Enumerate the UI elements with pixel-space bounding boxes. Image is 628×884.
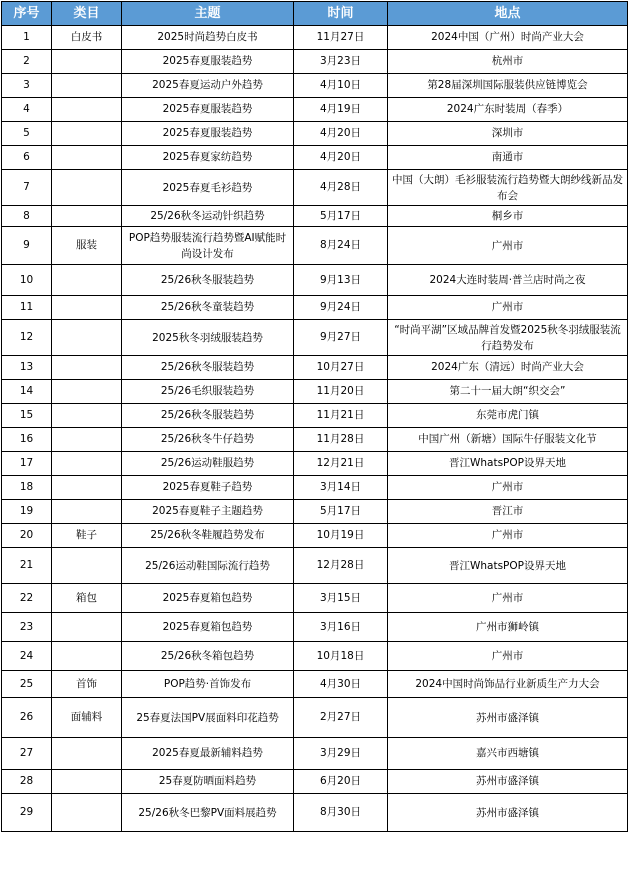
row-no-cell: 10: [2, 265, 52, 296]
row-no-cell: 22: [2, 584, 52, 613]
row-location-cell: 广州市: [388, 476, 628, 500]
row-category-cell: [52, 74, 122, 98]
row-category-cell: [52, 613, 122, 642]
row-location-cell: 广州市: [388, 642, 628, 671]
header-theme: 主题: [122, 2, 294, 26]
row-no-cell: 19: [2, 500, 52, 524]
row-theme-cell: 2025春夏箱包趋势: [122, 613, 294, 642]
table-row: [2, 50, 628, 74]
row-theme-cell: 25/26秋冬服装趋势: [122, 356, 294, 380]
row-location-cell: 2024广东时装周（春季）: [388, 98, 628, 122]
row-category-cell: [52, 356, 122, 380]
row-location-cell: 广州市狮岭镇: [388, 613, 628, 642]
row-location-cell: 苏州市盛泽镇: [388, 794, 628, 832]
row-time-cell: 4月28日: [294, 170, 388, 206]
table-row: [2, 404, 628, 428]
row-category-cell: [52, 170, 122, 206]
row-category-cell: [52, 642, 122, 671]
table-row: [2, 738, 628, 770]
row-location-cell: 南通市: [388, 146, 628, 170]
row-no-cell: 4: [2, 98, 52, 122]
row-category-cell: 鞋子: [52, 524, 122, 548]
row-no-cell: 21: [2, 548, 52, 584]
row-no-cell: 3: [2, 74, 52, 98]
row-time-cell: 3月16日: [294, 613, 388, 642]
row-location-cell: 广州市: [388, 584, 628, 613]
table-row: [2, 227, 628, 265]
row-time-cell: 4月10日: [294, 74, 388, 98]
header-no: 序号: [2, 2, 52, 26]
table-row: [2, 380, 628, 404]
row-theme-cell: 2025春夏箱包趋势: [122, 584, 294, 613]
row-time-cell: 4月20日: [294, 122, 388, 146]
row-category-cell: 面辅料: [52, 698, 122, 738]
row-time-cell: 8月24日: [294, 227, 388, 265]
row-time-cell: 10月18日: [294, 642, 388, 671]
row-location-cell: 2024中国（广州）时尚产业大会: [388, 26, 628, 50]
row-no-cell: 17: [2, 452, 52, 476]
row-no-cell: 27: [2, 738, 52, 770]
row-theme-cell: 2025秋冬羽绒服装趋势: [122, 320, 294, 356]
row-theme-cell: 25/26运动鞋国际流行趋势: [122, 548, 294, 584]
row-theme-cell: 2025春夏鞋子主题趋势: [122, 500, 294, 524]
row-category-cell: [52, 296, 122, 320]
row-category-cell: [52, 380, 122, 404]
row-theme-cell: 25/26毛织服装趋势: [122, 380, 294, 404]
row-no-cell: 25: [2, 671, 52, 698]
row-no-cell: 29: [2, 794, 52, 832]
row-location-cell: 第28届深圳国际服装供应链博览会: [388, 74, 628, 98]
row-time-cell: 11月20日: [294, 380, 388, 404]
row-time-cell: 12月21日: [294, 452, 388, 476]
row-time-cell: 4月30日: [294, 671, 388, 698]
table-row: [2, 476, 628, 500]
row-theme-cell: POP趋势·首饰发布: [122, 671, 294, 698]
row-location-cell: 嘉兴市西塘镇: [388, 738, 628, 770]
row-time-cell: 3月29日: [294, 738, 388, 770]
row-location-cell: 苏州市盛泽镇: [388, 770, 628, 794]
row-theme-cell: 2025春夏运动户外趋势: [122, 74, 294, 98]
row-no-cell: 13: [2, 356, 52, 380]
row-theme-cell: 25/26秋冬服装趋势: [122, 265, 294, 296]
row-category-cell: [52, 738, 122, 770]
row-category-cell: [52, 476, 122, 500]
row-theme-cell: 25春夏防晒面料趋势: [122, 770, 294, 794]
table-row: [2, 356, 628, 380]
row-location-cell: 苏州市盛泽镇: [388, 698, 628, 738]
row-time-cell: 9月24日: [294, 296, 388, 320]
row-no-cell: 28: [2, 770, 52, 794]
row-category-cell: 首饰: [52, 671, 122, 698]
row-time-cell: 3月14日: [294, 476, 388, 500]
row-no-cell: 26: [2, 698, 52, 738]
row-no-cell: 8: [2, 206, 52, 227]
row-location-cell: 广州市: [388, 227, 628, 265]
row-theme-cell: 25/26秋冬鞋履趋势发布: [122, 524, 294, 548]
row-theme-cell: 25/26秋冬服装趋势: [122, 404, 294, 428]
table-header-row: [2, 2, 628, 26]
row-no-cell: 12: [2, 320, 52, 356]
row-theme-cell: 25春夏法国PV展面料印花趋势: [122, 698, 294, 738]
row-no-cell: 23: [2, 613, 52, 642]
row-no-cell: 2: [2, 50, 52, 74]
row-time-cell: 11月27日: [294, 26, 388, 50]
table-row: [2, 74, 628, 98]
row-time-cell: 10月19日: [294, 524, 388, 548]
row-theme-cell: 2025春夏最新辅料趋势: [122, 738, 294, 770]
table-row: [2, 146, 628, 170]
row-category-cell: [52, 50, 122, 74]
row-location-cell: 2024广东（清远）时尚产业大会: [388, 356, 628, 380]
row-theme-cell: 2025春夏服装趋势: [122, 122, 294, 146]
table-row: [2, 452, 628, 476]
event-schedule-table: [1, 1, 628, 832]
table-row: [2, 500, 628, 524]
row-time-cell: 6月20日: [294, 770, 388, 794]
row-category-cell: [52, 548, 122, 584]
row-no-cell: 24: [2, 642, 52, 671]
table-row: [2, 794, 628, 832]
row-time-cell: 12月28日: [294, 548, 388, 584]
table-row: [2, 584, 628, 613]
row-location-cell: 桐乡市: [388, 206, 628, 227]
header-location: 地点: [388, 2, 628, 26]
row-no-cell: 6: [2, 146, 52, 170]
table-body: [2, 26, 628, 832]
row-theme-cell: 25/26秋冬童装趋势: [122, 296, 294, 320]
table-row: [2, 26, 628, 50]
row-time-cell: 8月30日: [294, 794, 388, 832]
row-no-cell: 5: [2, 122, 52, 146]
table-row: [2, 548, 628, 584]
row-category-cell: [52, 320, 122, 356]
row-no-cell: 15: [2, 404, 52, 428]
row-theme-cell: 2025春夏毛衫趋势: [122, 170, 294, 206]
row-time-cell: 9月13日: [294, 265, 388, 296]
row-location-cell: 2024大连时装周·普兰店时尚之夜: [388, 265, 628, 296]
table-row: [2, 122, 628, 146]
row-category-cell: [52, 206, 122, 227]
row-location-cell: 杭州市: [388, 50, 628, 74]
row-theme-cell: 2025时尚趋势白皮书: [122, 26, 294, 50]
row-theme-cell: 25/26秋冬巴黎PV面料展趋势: [122, 794, 294, 832]
row-theme-cell: 2025春夏服装趋势: [122, 50, 294, 74]
row-theme-cell: 25/26秋冬箱包趋势: [122, 642, 294, 671]
row-no-cell: 11: [2, 296, 52, 320]
row-category-cell: [52, 98, 122, 122]
header-time: 时间: [294, 2, 388, 26]
table-row: [2, 320, 628, 356]
row-category-cell: [52, 770, 122, 794]
table-row: [2, 98, 628, 122]
row-category-cell: [52, 122, 122, 146]
row-no-cell: 7: [2, 170, 52, 206]
row-theme-cell: 2025春夏服装趋势: [122, 98, 294, 122]
row-theme-cell: 25/26秋冬运动针织趋势: [122, 206, 294, 227]
row-time-cell: 10月27日: [294, 356, 388, 380]
row-no-cell: 16: [2, 428, 52, 452]
row-location-cell: 东莞市虎门镇: [388, 404, 628, 428]
row-no-cell: 14: [2, 380, 52, 404]
row-location-cell: 广州市: [388, 296, 628, 320]
row-time-cell: 9月27日: [294, 320, 388, 356]
row-location-cell: 深圳市: [388, 122, 628, 146]
row-theme-cell: 25/26秋冬牛仔趋势: [122, 428, 294, 452]
row-location-cell: 2024中国时尚饰品行业新质生产力大会: [388, 671, 628, 698]
row-location-cell: 中国广州（新塘）国际牛仔服装文化节: [388, 428, 628, 452]
table-row: [2, 296, 628, 320]
row-theme-cell: 2025春夏鞋子趋势: [122, 476, 294, 500]
row-time-cell: 5月17日: [294, 500, 388, 524]
row-theme-cell: 2025春夏家纺趋势: [122, 146, 294, 170]
table-row: [2, 265, 628, 296]
row-category-cell: [52, 404, 122, 428]
row-category-cell: [52, 500, 122, 524]
row-category-cell: 服装: [52, 227, 122, 265]
row-time-cell: 4月19日: [294, 98, 388, 122]
table-row: [2, 671, 628, 698]
table-row: [2, 613, 628, 642]
table-row: [2, 698, 628, 738]
row-location-cell: 广州市: [388, 524, 628, 548]
row-category-cell: [52, 265, 122, 296]
row-category-cell: 箱包: [52, 584, 122, 613]
row-location-cell: 第二十一届大朗“织交会”: [388, 380, 628, 404]
row-category-cell: [52, 428, 122, 452]
row-theme-cell: POP趋势服装流行趋势暨AI赋能时尚设计发布: [122, 227, 294, 265]
row-category-cell: [52, 794, 122, 832]
row-category-cell: [52, 452, 122, 476]
table-row: [2, 428, 628, 452]
row-category-cell: [52, 146, 122, 170]
row-time-cell: 3月23日: [294, 50, 388, 74]
row-time-cell: 11月28日: [294, 428, 388, 452]
row-location-cell: 晋江市: [388, 500, 628, 524]
row-no-cell: 20: [2, 524, 52, 548]
row-time-cell: 4月20日: [294, 146, 388, 170]
row-location-cell: 晋江WhatsPOP设界天地: [388, 452, 628, 476]
header-category: 类目: [52, 2, 122, 26]
table-row: [2, 524, 628, 548]
row-time-cell: 2月27日: [294, 698, 388, 738]
table-row: [2, 642, 628, 671]
row-no-cell: 18: [2, 476, 52, 500]
row-category-cell: 白皮书: [52, 26, 122, 50]
table-row: [2, 770, 628, 794]
table-row: [2, 170, 628, 206]
row-location-cell: “时尚平湖”区域品牌首发暨2025秋冬羽绒服装流行趋势发布: [388, 320, 628, 356]
row-no-cell: 1: [2, 26, 52, 50]
row-no-cell: 9: [2, 227, 52, 265]
row-time-cell: 11月21日: [294, 404, 388, 428]
row-theme-cell: 25/26运动鞋服趋势: [122, 452, 294, 476]
row-location-cell: 中国（大朗）毛衫服装流行趋势暨大朗纱线新品发布会: [388, 170, 628, 206]
table-row: [2, 206, 628, 227]
row-time-cell: 5月17日: [294, 206, 388, 227]
row-location-cell: 晋江WhatsPOP设界天地: [388, 548, 628, 584]
row-time-cell: 3月15日: [294, 584, 388, 613]
